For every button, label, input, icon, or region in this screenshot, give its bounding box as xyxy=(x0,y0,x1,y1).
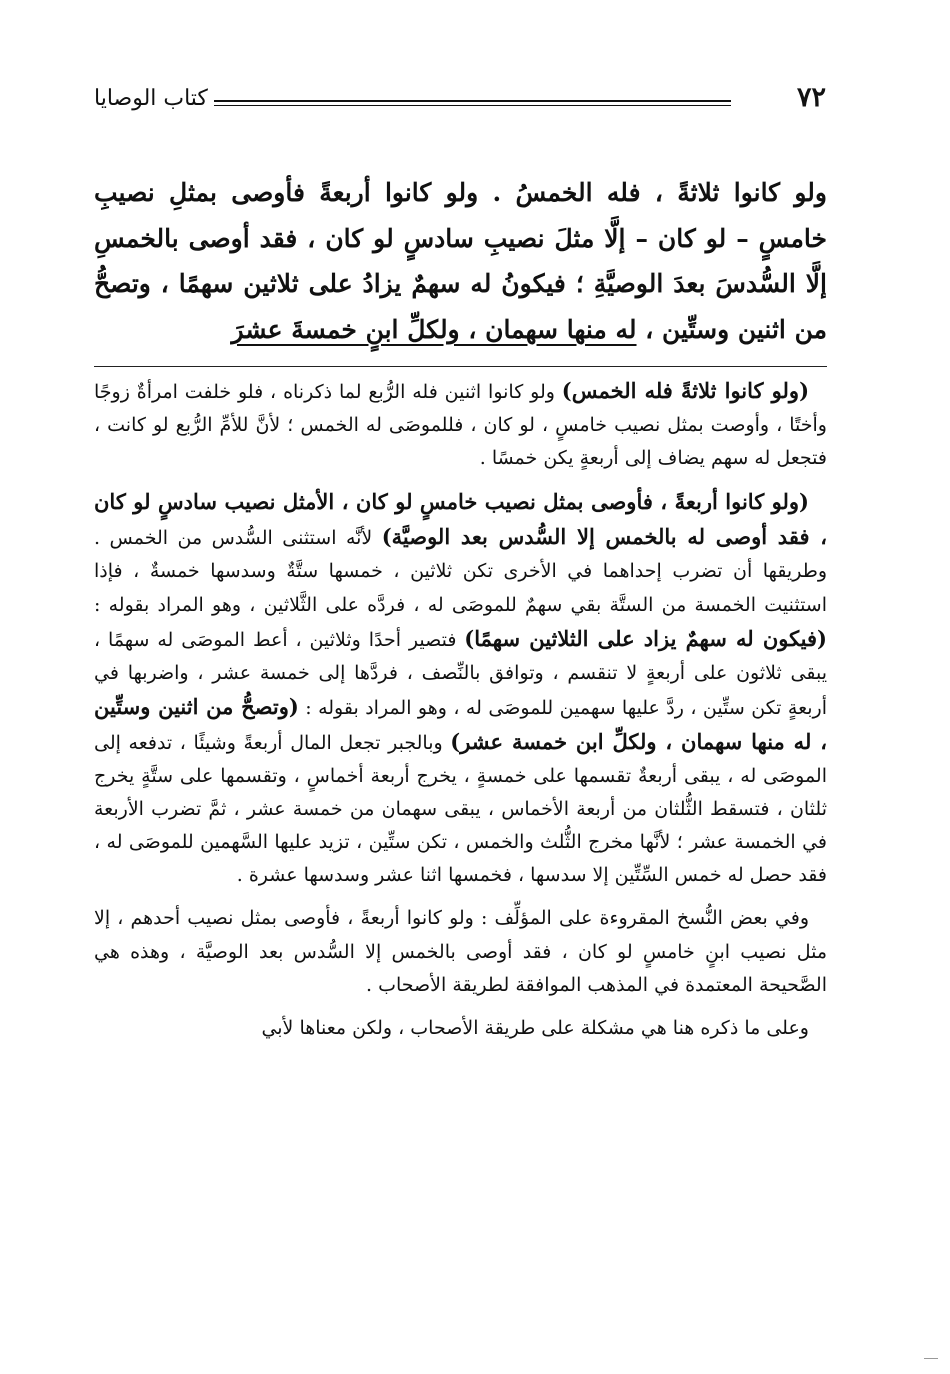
commentary-paragraph-1 xyxy=(94,374,827,475)
margin-mark xyxy=(924,1358,938,1359)
quoted-text: (وتصحُّ من اثنين وستِّين ، له منها سهمان ، ولكلِّ ابن خمسة عشر) xyxy=(94,693,827,754)
commentary-paragraph-2 xyxy=(94,485,827,892)
commentary-text: لأنَّه استثنى السُّدس من الخمس . وطريقها أن تضرب إحداهما في الأخرى تكن ثلاثين ، خمسها ستَّةٌ وسدسها خمسةٌ ، فإذا استثنيت الخمسة من الستَّة بقي سهمٌ للموصَى له ، فردَّه على الثَّلاثين ، وهو المراد بقوله : xyxy=(94,527,827,616)
text-divider xyxy=(94,366,827,367)
commentary-text: ولو كانوا اثنين فله الرُّبع لما ذكرناه ، فلو خلفت امرأةٌ زوجًا وأختًا ، وأوصت بمثل نصيب خامسٍ ، لو كان ، فللموصَى له الخمس ؛ لأنَّ للأمِّ الرُّبع لو كانت ، فتجعل له سهم يضاف إلى أربعةٍ يكن خمسًا . xyxy=(94,381,827,470)
main-text xyxy=(94,170,827,352)
quoted-text: (فيكون له سهمٌ يزاد على الثلاثين سهمًا) xyxy=(464,625,827,651)
main-text-part2: له منها سهمان ، ولكلِّ ابنٍ خمسةَ عشرَ xyxy=(231,314,637,344)
commentary-paragraph-4: وعلى ما ذكره هنا هي مشكلة على طريقة الأصحاب ، ولكن معناها لأبي xyxy=(261,1016,809,1039)
commentary xyxy=(94,374,827,1055)
page-number: ٧٢ xyxy=(796,82,826,113)
quoted-text: (ولو كانوا أربعةً ، فأوصى بمثل نصيب خامسٍ لو كان ، الأمثل نصيب سادسٍ لو كان ، فقد أوصى له بالخمس إلا السُّدس بعد الوصيَّة) xyxy=(94,489,827,550)
commentary-paragraph-3: وفي بعض النُّسخ المقروءة على المؤلِّف : ولو كانوا أربعةً ، فأوصى بمثل نصيب أحدهم ، إلا مثل نصيب ابنٍ خامسٍ لو كان ، فقد أوصى بالخمس إلا السُّدس بعد الوصيَّة ، وهذه هي الصَّحيحة المعتمدة في المذهب الموافقة لطريقة الأصحاب . xyxy=(94,907,827,996)
quoted-text: (ولو كانوا ثلاثةً فله الخمس) xyxy=(561,378,810,403)
header-rule xyxy=(214,100,731,106)
book-title: كتاب الوصايا xyxy=(94,86,208,111)
commentary-text: وبالجبر تجعل المال أربعةً وشيئًا ، تدفعه إلى الموصَى له ، يبقى أربعةٌ تقسمها على خمسةٍ ، يخرج أربعة أخماسٍ ، وتقسمها على ستَّةٍ يخرج ثلثان ، فتسقط الثُّلثان من أربعة الأخماس ، يبقى سهمان من خمسة عشر ، ثمَّ تضرب الأربعة في الخمسة عشر ؛ لأنَّها مخرج الثُّلث والخمس ، تكن ستِّين ، تزيد عليها السَّهمين للموصَى له ، فقد حصل له خمس السِّتِّين إلا سدسها ، فخمسها اثنا عشر وسدسها عشرة . xyxy=(94,731,827,887)
commentary-text: فتصير أحدًا وثلاثين ، أعط الموصَى له سهمًا ، يبقى ثلاثون على أربعةٍ لا تنقسم ، وتوافق بالنِّصف ، فردَّها إلى خمسة عشر ، واضربها في أربعةٍ تكن ستِّين ، ردَّ عليها سهمين للموصَى له ، وهو المراد بقوله : xyxy=(94,628,827,719)
main-text-part1: ولو كانوا ثلاثةً ، فله الخمسُ . ولو كانوا أربعةً فأوصى بمثلِ نصيبِ خامسٍ – لو كان – إلَّا مثلَ نصيبِ سادسٍ لو كان ، فقد أوصى بالخمسِ إلَّا السُّدسَ بعدَ الوصيَّةِ ؛ فيكونُ له سهمٌ يزادُ على ثلاثين سهمًا ، وتصحُّ من اثنين وستِّين ، xyxy=(94,178,827,344)
page-header xyxy=(94,74,826,114)
